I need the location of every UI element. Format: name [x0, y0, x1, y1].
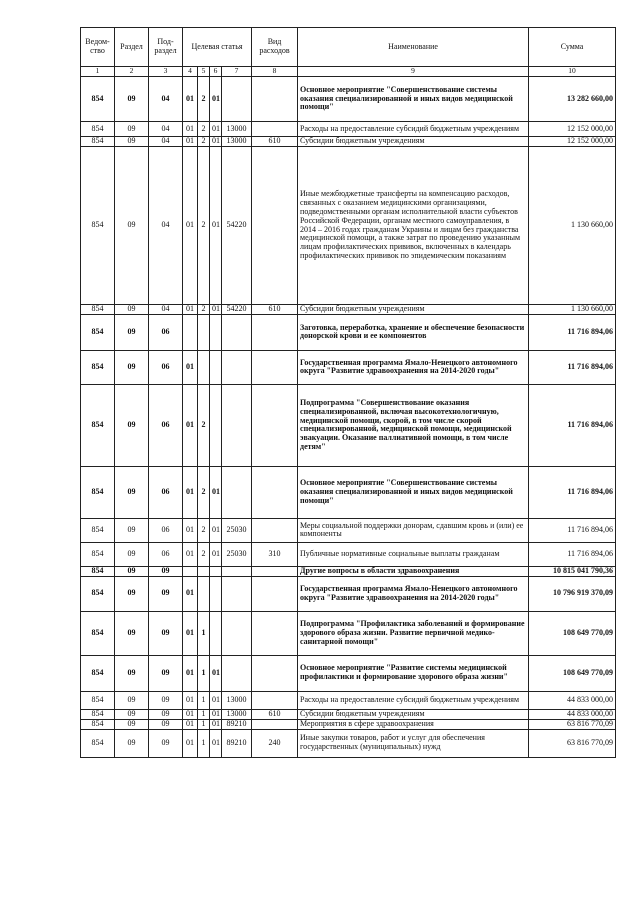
- cell-vedomstvo: 854: [81, 655, 115, 691]
- column-number: 5: [198, 67, 210, 77]
- cell-celevaya-direction: 25030: [222, 518, 252, 542]
- cell-celevaya-direction: 54220: [222, 147, 252, 305]
- cell-vedomstvo: 854: [81, 305, 115, 315]
- column-number: 10: [529, 67, 616, 77]
- cell-celevaya-subprogram: 2: [198, 384, 210, 466]
- cell-summa: 108 649 770,09: [529, 611, 616, 655]
- cell-summa: 108 649 770,09: [529, 655, 616, 691]
- cell-celevaya-event: 01: [210, 691, 222, 709]
- cell-naimenovanie: Расходы на предоставление субсидий бюджетным учреждениям: [298, 122, 529, 137]
- cell-naimenovanie: Основное мероприятие "Совершенствование системы оказания специализированной и иных видов медицинской помощи": [298, 77, 529, 122]
- cell-vedomstvo: 854: [81, 518, 115, 542]
- cell-naimenovanie: Подпрограмма "Совершенствование оказания специализированной, включая высокотехнологичную, медицинской помощи, скорой, в том числе скорой специализированной, медицинской помощи, медицинской эвакуации. Оказание паллиативной помощи, в том числе детям": [298, 384, 529, 466]
- cell-celevaya-event: 01: [210, 719, 222, 729]
- cell-vid-rashodov: [252, 122, 298, 137]
- cell-vid-rashodov: 240: [252, 729, 298, 757]
- cell-celevaya-event: [210, 566, 222, 576]
- header-naimenovanie: Наименование: [298, 28, 529, 67]
- cell-razdel: 09: [115, 305, 149, 315]
- cell-celevaya-event: 01: [210, 466, 222, 518]
- table-row: [81, 314, 616, 350]
- cell-podrazdel: 09: [149, 729, 183, 757]
- cell-vid-rashodov: [252, 611, 298, 655]
- cell-vid-rashodov: [252, 350, 298, 384]
- cell-summa: 12 152 000,00: [529, 137, 616, 147]
- cell-vid-rashodov: [252, 691, 298, 709]
- cell-celevaya-event: 01: [210, 77, 222, 122]
- cell-vedomstvo: 854: [81, 729, 115, 757]
- cell-naimenovanie: Подпрограмма "Профилактика заболеваний и формирование здорового образа жизни. Развитие первичной медико-санитарной помощи": [298, 611, 529, 655]
- table-row: [81, 655, 616, 691]
- cell-razdel: 09: [115, 729, 149, 757]
- column-number-row: [81, 67, 616, 77]
- table-row: [81, 729, 616, 757]
- cell-celevaya-program: 01: [183, 350, 198, 384]
- table-row: [81, 466, 616, 518]
- cell-vid-rashodov: [252, 566, 298, 576]
- cell-vedomstvo: 854: [81, 314, 115, 350]
- cell-summa: 63 816 770,09: [529, 719, 616, 729]
- cell-celevaya-event: 01: [210, 518, 222, 542]
- cell-celevaya-subprogram: 1: [198, 719, 210, 729]
- header-razdel: Раздел: [115, 28, 149, 67]
- header-summa: Сумма: [529, 28, 616, 67]
- cell-celevaya-program: 01: [183, 384, 198, 466]
- table-row: [81, 137, 616, 147]
- cell-celevaya-program: 01: [183, 719, 198, 729]
- cell-naimenovanie: Субсидии бюджетным учреждениям: [298, 709, 529, 719]
- cell-vedomstvo: 854: [81, 350, 115, 384]
- cell-vedomstvo: 854: [81, 77, 115, 122]
- cell-naimenovanie: Меры социальной поддержки донорам, сдавшим кровь и (или) ее компоненты: [298, 518, 529, 542]
- cell-vedomstvo: 854: [81, 122, 115, 137]
- table-row: [81, 518, 616, 542]
- cell-celevaya-direction: 13000: [222, 709, 252, 719]
- cell-naimenovanie: Основное мероприятие "Совершенствование системы оказания специализированной и иных видов медицинской помощи": [298, 466, 529, 518]
- cell-vedomstvo: 854: [81, 147, 115, 305]
- table-row: [81, 147, 616, 305]
- cell-celevaya-subprogram: 1: [198, 611, 210, 655]
- cell-celevaya-subprogram: 2: [198, 466, 210, 518]
- cell-celevaya-program: 01: [183, 611, 198, 655]
- cell-razdel: 09: [115, 122, 149, 137]
- cell-celevaya-event: [210, 350, 222, 384]
- table-row: [81, 305, 616, 315]
- cell-razdel: 09: [115, 611, 149, 655]
- cell-podrazdel: 04: [149, 305, 183, 315]
- cell-summa: 11 716 894,06: [529, 314, 616, 350]
- cell-vid-rashodov: [252, 466, 298, 518]
- cell-summa: 10 815 041 790,36: [529, 566, 616, 576]
- cell-celevaya-program: 01: [183, 729, 198, 757]
- cell-vedomstvo: 854: [81, 611, 115, 655]
- cell-vid-rashodov: [252, 314, 298, 350]
- cell-celevaya-subprogram: 1: [198, 709, 210, 719]
- cell-naimenovanie: Основное мероприятие "Развитие системы медицинской профилактики и формирование здорового образа жизни": [298, 655, 529, 691]
- cell-celevaya-program: 01: [183, 147, 198, 305]
- cell-razdel: 09: [115, 655, 149, 691]
- cell-celevaya-program: 01: [183, 709, 198, 719]
- cell-celevaya-direction: 89210: [222, 729, 252, 757]
- cell-vid-rashodov: [252, 655, 298, 691]
- cell-celevaya-program: 01: [183, 655, 198, 691]
- cell-razdel: 09: [115, 137, 149, 147]
- cell-vedomstvo: 854: [81, 576, 115, 611]
- cell-razdel: 09: [115, 576, 149, 611]
- cell-vedomstvo: 854: [81, 566, 115, 576]
- cell-razdel: 09: [115, 466, 149, 518]
- cell-celevaya-event: [210, 611, 222, 655]
- cell-celevaya-subprogram: 2: [198, 542, 210, 566]
- cell-celevaya-program: 01: [183, 137, 198, 147]
- cell-vedomstvo: 854: [81, 691, 115, 709]
- header-podrazdel: Под-раздел: [149, 28, 183, 67]
- table-row: [81, 77, 616, 122]
- cell-razdel: 09: [115, 77, 149, 122]
- cell-celevaya-direction: 13000: [222, 122, 252, 137]
- cell-vedomstvo: 854: [81, 542, 115, 566]
- cell-celevaya-program: 01: [183, 466, 198, 518]
- cell-vid-rashodov: [252, 384, 298, 466]
- column-number: 1: [81, 67, 115, 77]
- cell-summa: 11 716 894,06: [529, 384, 616, 466]
- cell-naimenovanie: Государственная программа Ямало-Ненецкого автономного округа "Развитие здравоохранения на 2014-2020 годы": [298, 350, 529, 384]
- cell-celevaya-event: 01: [210, 122, 222, 137]
- cell-celevaya-subprogram: 1: [198, 691, 210, 709]
- cell-summa: 44 833 000,00: [529, 691, 616, 709]
- cell-celevaya-direction: 89210: [222, 719, 252, 729]
- cell-summa: 44 833 000,00: [529, 709, 616, 719]
- cell-podrazdel: 04: [149, 137, 183, 147]
- column-number: 4: [183, 67, 198, 77]
- cell-vid-rashodov: 610: [252, 137, 298, 147]
- cell-summa: 1 130 660,00: [529, 305, 616, 315]
- cell-vid-rashodov: 610: [252, 305, 298, 315]
- cell-celevaya-event: [210, 384, 222, 466]
- column-number: 7: [222, 67, 252, 77]
- cell-naimenovanie: Другие вопросы в области здравоохранения: [298, 566, 529, 576]
- cell-razdel: 09: [115, 691, 149, 709]
- cell-celevaya-program: 01: [183, 691, 198, 709]
- cell-celevaya-direction: 13000: [222, 691, 252, 709]
- cell-naimenovanie: Публичные нормативные социальные выплаты гражданам: [298, 542, 529, 566]
- cell-vedomstvo: 854: [81, 384, 115, 466]
- table-row: [81, 719, 616, 729]
- cell-celevaya-direction: [222, 576, 252, 611]
- cell-podrazdel: 09: [149, 691, 183, 709]
- cell-celevaya-direction: 13000: [222, 137, 252, 147]
- cell-vid-rashodov: [252, 518, 298, 542]
- header-vid-rashodov: Вид расходов: [252, 28, 298, 67]
- cell-celevaya-event: 01: [210, 729, 222, 757]
- header-vedomstvo: Ведом-ство: [81, 28, 115, 67]
- cell-podrazdel: 09: [149, 709, 183, 719]
- cell-celevaya-subprogram: [198, 350, 210, 384]
- cell-celevaya-program: [183, 314, 198, 350]
- cell-celevaya-subprogram: [198, 576, 210, 611]
- cell-podrazdel: 09: [149, 566, 183, 576]
- cell-naimenovanie: Мероприятия в сфере здравоохранения: [298, 719, 529, 729]
- cell-celevaya-direction: [222, 466, 252, 518]
- cell-razdel: 09: [115, 314, 149, 350]
- cell-podrazdel: 04: [149, 122, 183, 137]
- cell-podrazdel: 09: [149, 576, 183, 611]
- cell-celevaya-direction: [222, 384, 252, 466]
- table-row: [81, 350, 616, 384]
- cell-podrazdel: 06: [149, 350, 183, 384]
- cell-summa: 10 796 919 370,09: [529, 576, 616, 611]
- cell-podrazdel: 06: [149, 542, 183, 566]
- header-celevaya-statya: Целевая статья: [183, 28, 252, 67]
- cell-podrazdel: 06: [149, 384, 183, 466]
- cell-celevaya-event: [210, 576, 222, 611]
- cell-celevaya-direction: [222, 566, 252, 576]
- cell-podrazdel: 09: [149, 719, 183, 729]
- cell-celevaya-program: 01: [183, 305, 198, 315]
- cell-vedomstvo: 854: [81, 466, 115, 518]
- column-number: 3: [149, 67, 183, 77]
- cell-summa: 1 130 660,00: [529, 147, 616, 305]
- cell-celevaya-event: 01: [210, 709, 222, 719]
- cell-celevaya-subprogram: 2: [198, 147, 210, 305]
- cell-celevaya-direction: [222, 314, 252, 350]
- cell-summa: 13 282 660,00: [529, 77, 616, 122]
- cell-vid-rashodov: [252, 147, 298, 305]
- cell-razdel: 09: [115, 719, 149, 729]
- budget-table: [80, 27, 616, 758]
- cell-razdel: 09: [115, 384, 149, 466]
- header-row: [81, 28, 616, 67]
- cell-naimenovanie: Иные закупки товаров, работ и услуг для обеспечения государственных (муниципальных) нужд: [298, 729, 529, 757]
- cell-celevaya-direction: [222, 350, 252, 384]
- cell-celevaya-program: 01: [183, 518, 198, 542]
- cell-celevaya-direction: [222, 611, 252, 655]
- cell-naimenovanie: Субсидии бюджетным учреждениям: [298, 305, 529, 315]
- cell-summa: 12 152 000,00: [529, 122, 616, 137]
- cell-celevaya-program: 01: [183, 77, 198, 122]
- table-row: [81, 611, 616, 655]
- cell-podrazdel: 04: [149, 77, 183, 122]
- cell-vid-rashodov: [252, 77, 298, 122]
- cell-celevaya-program: 01: [183, 542, 198, 566]
- cell-vid-rashodov: 610: [252, 709, 298, 719]
- cell-vedomstvo: 854: [81, 719, 115, 729]
- cell-summa: 11 716 894,06: [529, 350, 616, 384]
- cell-celevaya-event: 01: [210, 542, 222, 566]
- cell-podrazdel: 09: [149, 611, 183, 655]
- cell-celevaya-subprogram: [198, 314, 210, 350]
- table-row: [81, 576, 616, 611]
- cell-naimenovanie: Заготовка, переработка, хранение и обеспечение безопасности донорской крови и ее компонентов: [298, 314, 529, 350]
- cell-vedomstvo: 854: [81, 709, 115, 719]
- cell-celevaya-subprogram: 2: [198, 122, 210, 137]
- cell-vid-rashodov: [252, 576, 298, 611]
- cell-celevaya-program: [183, 566, 198, 576]
- cell-celevaya-subprogram: 2: [198, 77, 210, 122]
- table-row: [81, 542, 616, 566]
- cell-naimenovanie: Субсидии бюджетным учреждениям: [298, 137, 529, 147]
- cell-celevaya-event: 01: [210, 305, 222, 315]
- table-row: [81, 709, 616, 719]
- cell-podrazdel: 09: [149, 655, 183, 691]
- column-number: 2: [115, 67, 149, 77]
- cell-summa: 11 716 894,06: [529, 542, 616, 566]
- cell-razdel: 09: [115, 566, 149, 576]
- cell-naimenovanie: Государственная программа Ямало-Ненецкого автономного округа "Развитие здравоохранения на 2014-2020 годы": [298, 576, 529, 611]
- cell-summa: 63 816 770,09: [529, 729, 616, 757]
- cell-podrazdel: 04: [149, 147, 183, 305]
- cell-vid-rashodov: [252, 719, 298, 729]
- cell-celevaya-event: 01: [210, 147, 222, 305]
- column-number: 6: [210, 67, 222, 77]
- cell-vid-rashodov: 310: [252, 542, 298, 566]
- cell-celevaya-program: 01: [183, 122, 198, 137]
- cell-razdel: 09: [115, 147, 149, 305]
- table-row: [81, 384, 616, 466]
- column-number: 8: [252, 67, 298, 77]
- cell-celevaya-program: 01: [183, 576, 198, 611]
- table-row: [81, 122, 616, 137]
- cell-celevaya-direction: [222, 77, 252, 122]
- cell-podrazdel: 06: [149, 518, 183, 542]
- cell-razdel: 09: [115, 709, 149, 719]
- cell-celevaya-subprogram: 1: [198, 729, 210, 757]
- cell-celevaya-direction: 54220: [222, 305, 252, 315]
- cell-summa: 11 716 894,06: [529, 466, 616, 518]
- cell-razdel: 09: [115, 350, 149, 384]
- cell-celevaya-event: 01: [210, 137, 222, 147]
- cell-celevaya-event: [210, 314, 222, 350]
- column-number: 9: [298, 67, 529, 77]
- cell-celevaya-direction: 25030: [222, 542, 252, 566]
- table-body: [81, 77, 616, 758]
- cell-celevaya-subprogram: [198, 566, 210, 576]
- cell-naimenovanie: Иные межбюджетные трансферты на компенсацию расходов, связанных с оказанием медицинскими организациями, подведомственными органам исполнительной власти субъектов Российской Федерации, органам местного самоуправления, в 2014 – 2016 годах гражданам Украины и лицам без гражданства медицинской помощи, а также затрат по проведению указанным лицам профилактических прививок, включенных в календарь профилактических прививок по эпидемическим показаниям: [298, 147, 529, 305]
- cell-podrazdel: 06: [149, 314, 183, 350]
- cell-celevaya-subprogram: 2: [198, 137, 210, 147]
- table-row: [81, 566, 616, 576]
- table-row: [81, 691, 616, 709]
- cell-celevaya-subprogram: 2: [198, 305, 210, 315]
- cell-celevaya-event: 01: [210, 655, 222, 691]
- cell-razdel: 09: [115, 518, 149, 542]
- cell-vedomstvo: 854: [81, 137, 115, 147]
- cell-celevaya-direction: [222, 655, 252, 691]
- cell-naimenovanie: Расходы на предоставление субсидий бюджетным учреждениям: [298, 691, 529, 709]
- cell-razdel: 09: [115, 542, 149, 566]
- cell-celevaya-subprogram: 1: [198, 655, 210, 691]
- cell-summa: 11 716 894,06: [529, 518, 616, 542]
- cell-podrazdel: 06: [149, 466, 183, 518]
- cell-celevaya-subprogram: 2: [198, 518, 210, 542]
